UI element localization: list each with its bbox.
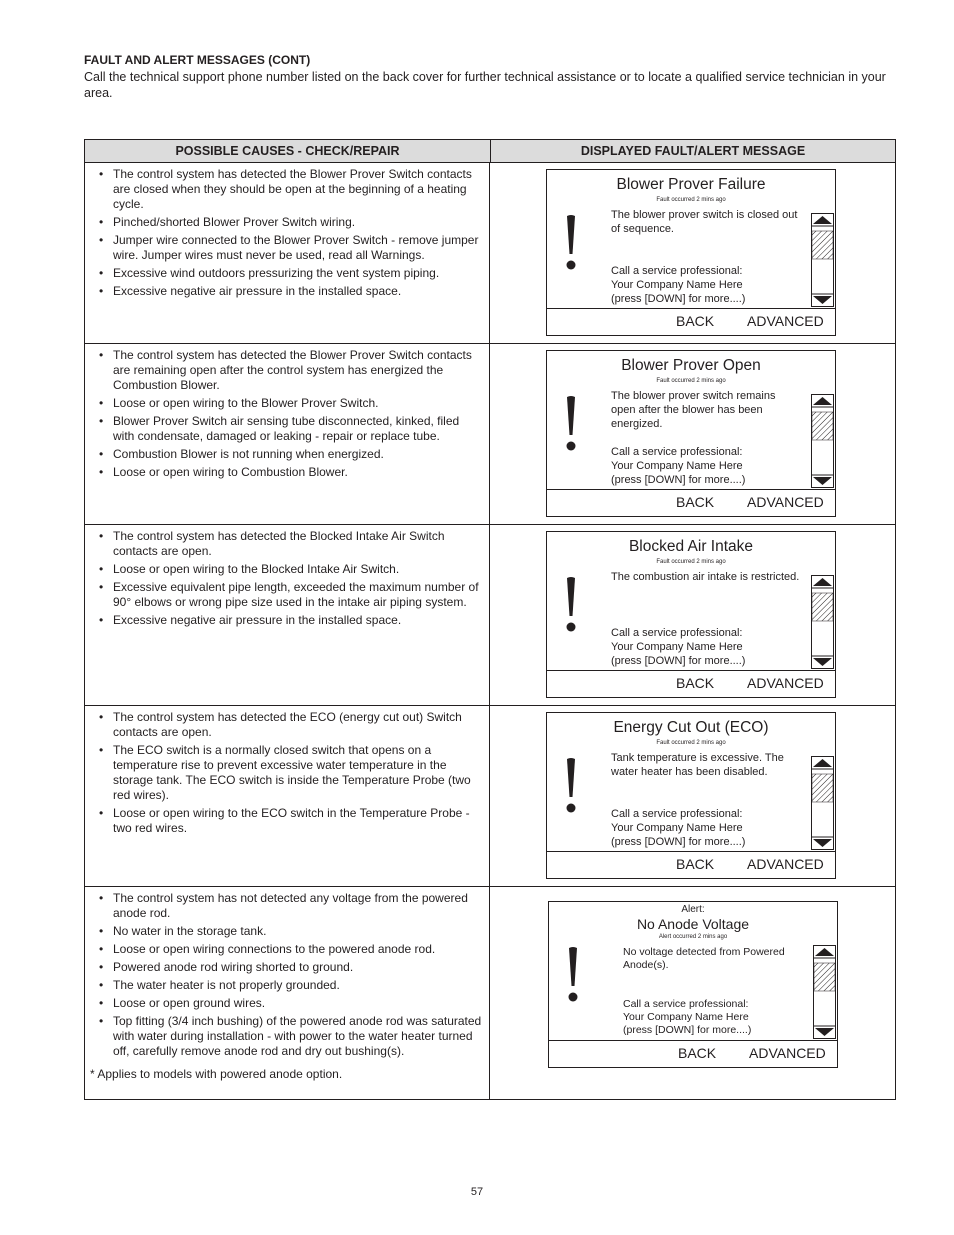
list-item: • Jumper wire connected to the Blower Prover Switch - remove jumper wire. Jumper wires must never be used, read all Warnings. <box>95 233 483 263</box>
display-screen <box>546 169 836 336</box>
table-row <box>85 525 895 706</box>
display-screen <box>546 531 836 698</box>
causes-cell <box>85 163 490 343</box>
screen-call-info <box>623 998 813 1037</box>
scroll-thumb[interactable] <box>812 231 833 259</box>
page-number: 57 <box>470 1186 484 1198</box>
company-line: Your Company Name Here <box>611 279 743 291</box>
screen-title: Blower Prover Failure <box>616 176 766 193</box>
scroll-thumb[interactable] <box>812 412 833 440</box>
screen-timestamp: Fault occurred 2 mins ago <box>656 559 726 565</box>
screen-message: The blower prover switch is closed out of sequence. <box>611 209 798 235</box>
list-item: • The control system has detected the Blower Prover Switch contacts are remaining open after the control system has energized the Combustion Blower. <box>95 348 483 393</box>
call-line: Call a service professional: <box>611 265 743 277</box>
screen-title: No Anode Voltage <box>636 916 750 932</box>
exclamation-icon <box>566 395 576 451</box>
screen-title: Blower Prover Open <box>621 357 761 374</box>
advanced-button[interactable]: ADVANCED <box>747 494 824 510</box>
causes-list <box>95 891 483 1059</box>
list-item: • The ECO switch is a normally closed switch that opens on a temperature rise to prevent excessive water temperature in the storage tank. The ECO switch is inside the Temperature Probe (two red wires). <box>95 743 483 803</box>
display-screen <box>546 350 836 517</box>
back-button[interactable]: BACK <box>676 494 715 510</box>
company-line: Your Company Name Here <box>611 460 743 472</box>
causes-cell <box>85 706 490 886</box>
more-line: (press [DOWN] for more....) <box>611 293 746 305</box>
call-line: Call a service professional: <box>611 627 743 639</box>
exclamation-icon <box>566 214 576 270</box>
intro-paragraph: Call the technical support phone number listed on the back cover for further technical assistance or to locate a qualified service technician in your area. <box>84 70 886 100</box>
scrollbar[interactable] <box>811 575 834 669</box>
list-item: • Powered anode rod wiring shorted to ground. <box>95 960 483 975</box>
footnote: * Applies to models with powered anode option. <box>90 1067 343 1081</box>
list-item: • The control system has detected the ECO (energy cut out) Switch contacts are open. <box>95 710 483 740</box>
exclamation-icon <box>566 576 576 632</box>
company-line: Your Company Name Here <box>611 822 743 834</box>
button-bar <box>547 308 835 335</box>
table-row <box>85 344 895 525</box>
list-item: • Loose or open wiring to the Blocked Intake Air Switch. <box>95 562 483 577</box>
table-row <box>85 887 895 1099</box>
message-cell <box>490 163 895 343</box>
scrollbar[interactable] <box>811 756 834 850</box>
list-item: • Loose or open wiring to the ECO switch in the Temperature Probe - two red wires. <box>95 806 483 836</box>
scroll-thumb[interactable] <box>814 963 835 991</box>
list-item: • The control system has detected the Blocked Intake Air Switch contacts are open. <box>95 529 483 559</box>
message-cell <box>490 887 895 1099</box>
causes-list <box>95 348 483 480</box>
list-item: • Combustion Blower is not running when energized. <box>95 447 483 462</box>
back-button[interactable]: BACK <box>676 856 715 872</box>
list-item: • Excessive negative air pressure in the installed space. <box>95 613 483 628</box>
scrollbar[interactable] <box>813 945 836 1039</box>
list-item: • The water heater is not properly grounded. <box>95 978 483 993</box>
list-item: • Pinched/shorted Blower Prover Switch wiring. <box>95 215 483 230</box>
header-causes: POSSIBLE CAUSES - CHECK/REPAIR <box>85 140 491 162</box>
screen-title: Blocked Air Intake <box>628 538 754 555</box>
screen-message: The combustion air intake is restricted. <box>611 571 800 583</box>
message-cell <box>490 344 895 524</box>
company-line: Your Company Name Here <box>611 641 743 653</box>
list-item: • Blower Prover Switch air sensing tube disconnected, kinked, filed with condensate, damaged or leaking - repair or replace tube. <box>95 414 483 444</box>
exclamation-icon <box>568 946 578 1002</box>
alert-label: Alert: <box>681 904 705 915</box>
back-button[interactable]: BACK <box>676 313 715 329</box>
screen-call-info <box>611 445 801 487</box>
list-item: • Excessive wind outdoors pressurizing the vent system piping. <box>95 266 483 281</box>
screen-call-info <box>611 807 801 849</box>
scroll-thumb[interactable] <box>812 593 833 621</box>
call-line: Call a service professional: <box>611 808 743 820</box>
screen-message: Tank temperature is excessive. The water heater has been disabled. <box>611 752 784 778</box>
screen-timestamp: Fault occurred 2 mins ago <box>656 197 726 203</box>
screen-call-info <box>611 264 801 306</box>
more-line: (press [DOWN] for more....) <box>623 1024 752 1036</box>
screen-timestamp: Alert occurred 2 mins ago <box>658 934 728 940</box>
causes-list <box>95 167 483 299</box>
message-cell <box>490 525 895 705</box>
screen-message: No voltage detected from Powered Anode(s). <box>623 946 785 971</box>
screen-call-info <box>611 626 801 668</box>
list-item: • Loose or open wiring to the Blower Prover Switch. <box>95 396 483 411</box>
list-item: • No water in the storage tank. <box>95 924 483 939</box>
back-button[interactable]: BACK <box>678 1045 717 1061</box>
exclamation-icon <box>566 757 576 813</box>
screen-message: The blower prover switch remains open after the blower has been energized. <box>611 390 776 430</box>
company-line: Your Company Name Here <box>623 1011 749 1023</box>
scrollbar[interactable] <box>811 394 834 488</box>
call-line: Call a service professional: <box>623 998 749 1010</box>
causes-cell <box>85 344 490 524</box>
button-bar <box>547 851 835 878</box>
screen-timestamp: Fault occurred 2 mins ago <box>656 740 726 746</box>
causes-cell <box>85 887 490 1099</box>
section-title: FAULT AND ALERT MESSAGES (CONT) <box>84 53 311 67</box>
advanced-button[interactable]: ADVANCED <box>749 1045 826 1061</box>
more-line: (press [DOWN] for more....) <box>611 655 746 667</box>
screen-timestamp: Fault occurred 2 mins ago <box>656 378 726 384</box>
list-item: • Loose or open ground wires. <box>95 996 483 1011</box>
advanced-button[interactable]: ADVANCED <box>747 313 824 329</box>
screen-title: Energy Cut Out (ECO) <box>613 719 769 736</box>
more-line: (press [DOWN] for more....) <box>611 474 746 486</box>
display-screen <box>546 712 836 879</box>
list-item: • Excessive equivalent pipe length, exceeded the maximum number of 90° elbows or wrong pipe size used in the intake air piping system. <box>95 580 483 610</box>
fault-table <box>84 139 896 1100</box>
causes-list <box>95 710 483 836</box>
causes-cell <box>85 525 490 705</box>
scrollbar[interactable] <box>811 213 834 307</box>
display-screen <box>548 901 838 1068</box>
more-line: (press [DOWN] for more....) <box>611 836 746 848</box>
list-item: • Top fitting (3/4 inch bushing) of the powered anode rod was saturated with water during installation - with power to the water heater turned off, carefully remove anode rod and dry out bushing(s). <box>95 1014 483 1059</box>
causes-list <box>95 529 483 628</box>
back-button[interactable]: BACK <box>676 675 715 691</box>
list-item: • The control system has not detected any voltage from the powered anode rod. <box>95 891 483 921</box>
list-item: • Excessive negative air pressure in the installed space. <box>95 284 483 299</box>
table-row <box>85 163 895 344</box>
message-cell <box>490 706 895 886</box>
button-bar <box>547 670 835 697</box>
header-message: DISPLAYED FAULT/ALERT MESSAGE <box>580 144 806 158</box>
list-item: • Loose or open wiring connections to the powered anode rod. <box>95 942 483 957</box>
button-bar <box>549 1040 837 1067</box>
button-bar <box>547 489 835 516</box>
table-row <box>85 706 895 887</box>
list-item: • Loose or open wiring to Combustion Blower. <box>95 465 483 480</box>
scroll-thumb[interactable] <box>812 774 833 802</box>
call-line: Call a service professional: <box>611 446 743 458</box>
advanced-button[interactable]: ADVANCED <box>747 675 824 691</box>
table-header <box>85 140 895 163</box>
list-item: • The control system has detected the Blower Prover Switch contacts are closed when they should be open at the beginning of a heating cycle. <box>95 167 483 212</box>
advanced-button[interactable]: ADVANCED <box>747 856 824 872</box>
